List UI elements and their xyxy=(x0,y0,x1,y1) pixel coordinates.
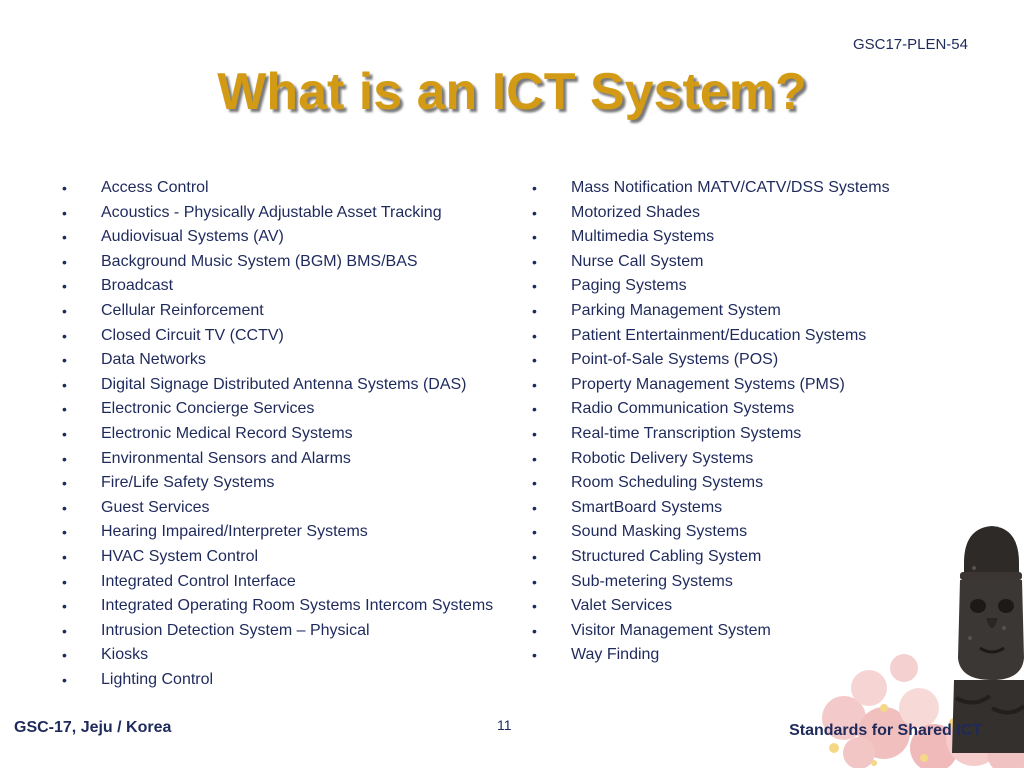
list-item: • Room Scheduling Systems xyxy=(530,473,970,493)
list-item: • SmartBoard Systems xyxy=(530,498,970,518)
list-item: • Access Control xyxy=(60,178,500,198)
list-item: • Lighting Control xyxy=(60,670,500,690)
list-item: • Mass Notification MATV/CATV/DSS Systems xyxy=(530,178,970,198)
list-item: • Digital Signage Distributed Antenna Systems (DAS) xyxy=(60,375,500,395)
slide-title: What is an ICT System? xyxy=(217,63,807,121)
list-item: • Sound Masking Systems xyxy=(530,522,970,542)
list-item: • Radio Communication Systems xyxy=(530,399,970,419)
list-item: • Data Networks xyxy=(60,350,500,370)
list-item: • Guest Services xyxy=(60,498,500,518)
list-item: • Kiosks xyxy=(60,645,500,665)
list-item: • HVAC System Control xyxy=(60,547,500,567)
list-item: • Audiovisual Systems (AV) xyxy=(60,227,500,247)
list-item: • Real-time Transcription Systems xyxy=(530,424,970,444)
list-item: • Environmental Sensors and Alarms xyxy=(60,449,500,469)
list-item: • Structured Cabling System xyxy=(530,547,970,567)
list-item: • Acoustics - Physically Adjustable Asset Tracking xyxy=(60,203,500,223)
doc-id: GSC17-PLEN-54 xyxy=(852,36,968,53)
list-item: • Integrated Control Interface xyxy=(60,572,500,592)
list-item: • Patient Entertainment/Education Systems xyxy=(530,326,970,346)
list-item: • Fire/Life Safety Systems xyxy=(60,473,500,493)
list-item: • Broadcast xyxy=(60,276,500,296)
list-item: • Visitor Management System xyxy=(530,621,970,641)
list-item: • Parking Management System xyxy=(530,301,970,321)
list-item: • Way Finding xyxy=(530,645,970,665)
page-number: 11 xyxy=(497,717,512,733)
footer-location: GSC-17, Jeju / Korea xyxy=(14,719,172,736)
list-item: • Valet Services xyxy=(530,596,970,616)
list-item: • Multimedia Systems xyxy=(530,227,970,247)
list-item: • Sub-metering Systems xyxy=(530,572,970,592)
list-item: • Electronic Concierge Services xyxy=(60,399,500,419)
list-item: • Intrusion Detection System – Physical xyxy=(60,621,500,641)
footer-tagline: Standards for Shared ICT xyxy=(789,722,982,739)
list-item: • Hearing Impaired/Interpreter Systems xyxy=(60,522,500,542)
left-bullet-list xyxy=(60,178,500,694)
list-item: • Integrated Operating Room Systems Intercom Systems xyxy=(60,596,500,616)
list-item: • Nurse Call System xyxy=(530,252,970,272)
list-item: • Property Management Systems (PMS) xyxy=(530,375,970,395)
list-item: • Point-of-Sale Systems (POS) xyxy=(530,350,970,370)
list-item: • Background Music System (BGM) BMS/BAS xyxy=(60,252,500,272)
list-item: • Closed Circuit TV (CCTV) xyxy=(60,326,500,346)
list-item: • Electronic Medical Record Systems xyxy=(60,424,500,444)
list-item: • Robotic Delivery Systems xyxy=(530,449,970,469)
list-item: • Cellular Reinforcement xyxy=(60,301,500,321)
list-item: • Motorized Shades xyxy=(530,203,970,223)
list-item: • Paging Systems xyxy=(530,276,970,296)
